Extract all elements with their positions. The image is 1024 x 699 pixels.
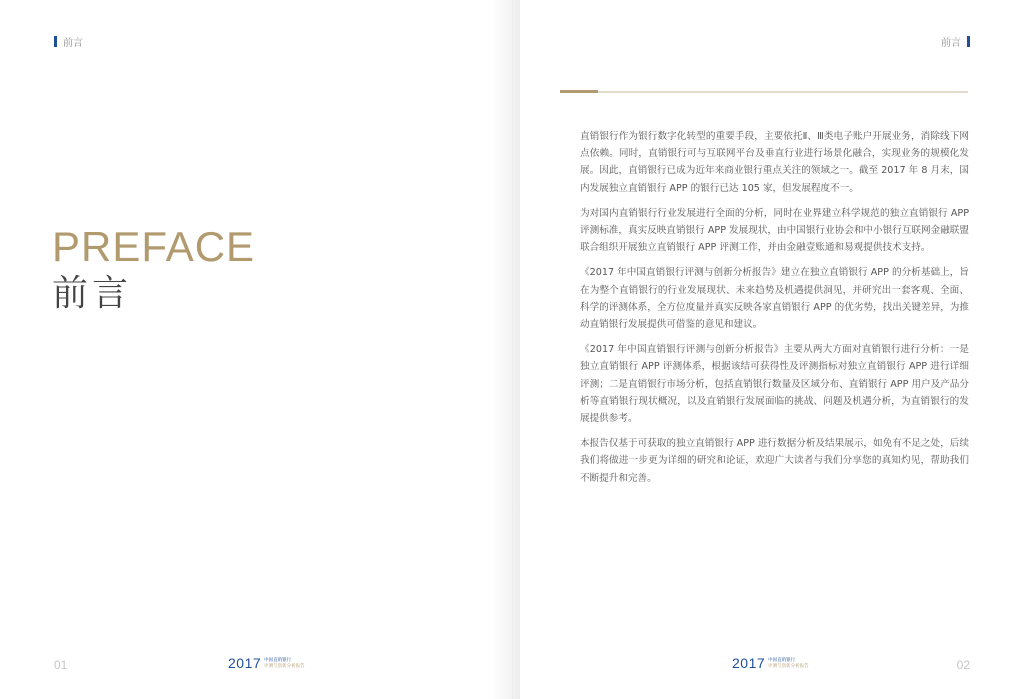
header-bar-icon — [54, 36, 57, 47]
left-header — [54, 34, 83, 49]
left-page-number: 01 — [54, 658, 68, 672]
paragraph-1: 直销银行作为银行数字化转型的重要手段，主要依托Ⅱ、Ⅲ类电子账户开展业务，消除线下网点依赖。同时，直销银行可与互联网平台及垂直行业进行场景化融合，实现业务的规模化发展。因此，直销银行已成为近年来商业银行重点关注的领域之一。截至 2017 年 8 月末，国内发展独立直销银行 APP 的银行已达 105 家，但发展程度不一。 — [580, 131, 969, 194]
footer-year: 2017 — [732, 655, 766, 671]
footer-year: 2017 — [228, 655, 262, 671]
right-header-label: 前言 — [941, 38, 961, 49]
book-gutter-shadow — [492, 0, 520, 699]
preface-title-en: PREFACE — [52, 223, 256, 270]
right-footer-logo — [732, 656, 809, 670]
paragraph-4: 《2017 年中国直销银行评测与创新分析报告》主要从两大方面对直销银行进行分析：一是独立直销银行 APP 评测体系，根据该结可获得性及评测指标对独立直销银行 APP 进行详细评测；二是直销银行市场分析，包括直销银行数量及区域分布、直销银行 APP 用户及产品分析等直销银行现状概况，以及直销银行发展面临的挑战、问题及机遇分析，为直销银行的发展提供参考。 — [580, 344, 969, 425]
page-edge-divider — [512, 0, 513, 699]
left-footer-logo — [228, 656, 305, 670]
header-rule-accent — [560, 90, 598, 93]
left-header-label: 前言 — [63, 38, 83, 49]
right-page-number: 02 — [956, 658, 970, 672]
paragraph-3: 《2017 年中国直销银行评测与创新分析报告》建立在独立直销银行 APP 的分析基础上，旨在为整个直销银行的行业发展现状、未来趋势及机遇提供洞见，并研究出一套客观、全面、科学的评测体系，全方位度量并真实反映各家直销银行 APP 的优劣势，找出关键差异，为推动直销银行发展提供可借鉴的意见和建议。 — [580, 267, 969, 331]
footer-line1: 中国直销银行 — [264, 658, 292, 663]
header-bar-icon — [967, 36, 970, 47]
preface-body — [580, 128, 969, 495]
header-rule — [560, 91, 968, 93]
footer-line2: 评测与创新分析报告 — [264, 664, 305, 669]
footer-line2: 评测与创新分析报告 — [768, 664, 809, 669]
right-header — [941, 34, 970, 49]
footer-line1: 中国直销银行 — [768, 658, 796, 663]
paragraph-2: 为对国内直销银行行业发展进行全面的分析，同时在业界建立科学规范的独立直销银行 APP 评测标准，真实反映直销银行 APP 发展现状，由中国银行业协会和中小银行互联网金融联盟联合组织开展独立直销银行 APP 评测工作，并由金融壹账通和易观提供技术支持。 — [580, 207, 969, 254]
preface-title-cn: 前言 — [52, 273, 133, 314]
paragraph-5: 本报告仅基于可获取的独立直销银行 APP 进行数据分析及结果展示，如免有不足之处，后续我们将做进一步更为详细的研究和论证，欢迎广大读者与我们分享您的真知灼见，帮助我们不断提升和完善。 — [580, 438, 969, 484]
